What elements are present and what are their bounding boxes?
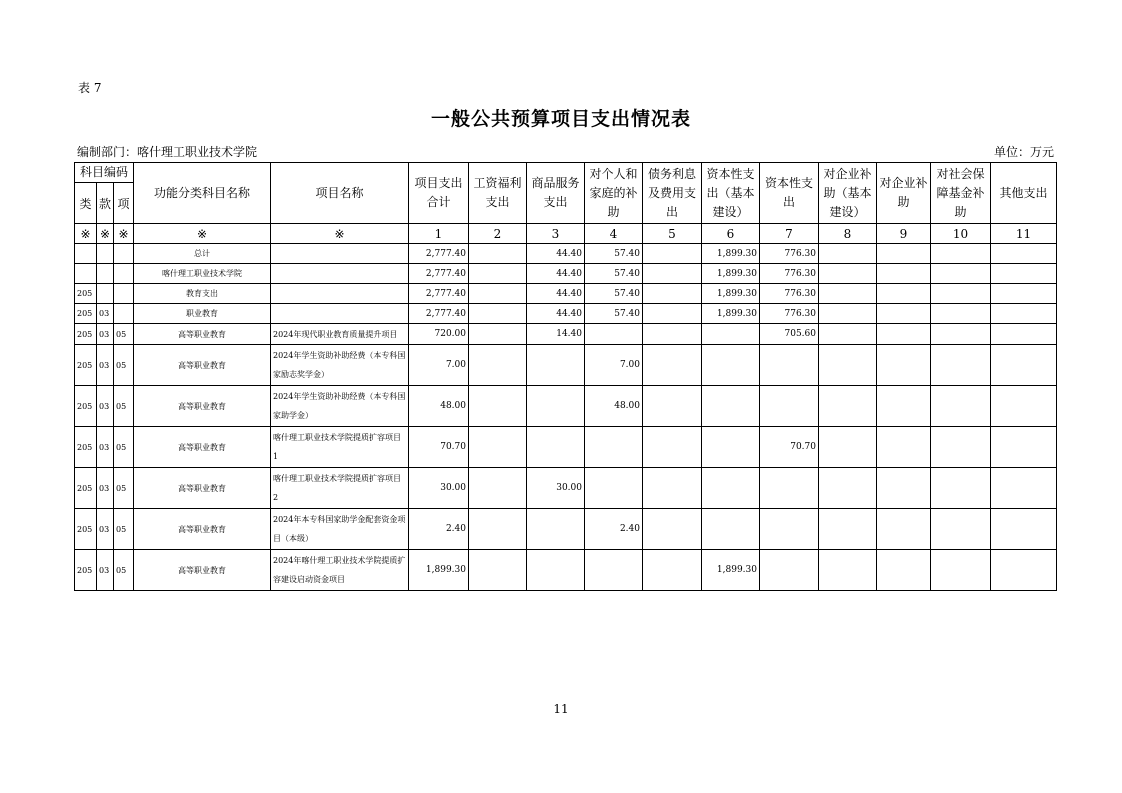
amount-personal: 48.00 [585, 386, 643, 427]
amount-other [991, 386, 1057, 427]
header-wage: 工资福利支出 [469, 163, 527, 224]
amount-social-security [931, 324, 991, 345]
amount-goods: 30.00 [527, 468, 585, 509]
page-title: 一般公共预算项目支出情况表 [430, 108, 691, 130]
func-name: 高等职业教育 [134, 324, 271, 345]
amount-social-security [931, 244, 991, 264]
amount-capital [760, 386, 819, 427]
col-number: 3 [527, 224, 585, 244]
amount-other [991, 264, 1057, 284]
amount-wage [469, 264, 527, 284]
amount-enterprise [877, 386, 931, 427]
amount-debt [643, 284, 702, 304]
amount-other [991, 509, 1057, 550]
table-row [75, 550, 1057, 591]
amount-other [991, 468, 1057, 509]
amount-social-security [931, 427, 991, 468]
table-row [75, 386, 1057, 427]
amount-personal [585, 324, 643, 345]
amount-capital-basic: 1,899.30 [702, 264, 760, 284]
amount-total: 2.40 [409, 509, 469, 550]
header-debt: 债务利息及费用支出 [643, 163, 702, 224]
amount-social-security [931, 509, 991, 550]
header-enterprise: 对企业补助 [877, 163, 931, 224]
amount-personal: 7.00 [585, 345, 643, 386]
code-kuan [97, 244, 114, 264]
amount-debt [643, 345, 702, 386]
amount-debt [643, 264, 702, 284]
amount-capital: 705.60 [760, 324, 819, 345]
summary-row [75, 304, 1057, 324]
code-xiang: 05 [114, 345, 134, 386]
amount-capital-basic: 1,899.30 [702, 244, 760, 264]
amount-goods: 44.40 [527, 304, 585, 324]
project-name: 2024年本专科国家助学金配套资金项目（本级） [271, 509, 409, 550]
amount-enterprise-basic [819, 468, 877, 509]
col-number: 4 [585, 224, 643, 244]
amount-debt [643, 550, 702, 591]
budget-table [74, 162, 1057, 591]
amount-social-security [931, 284, 991, 304]
amount-enterprise-basic [819, 345, 877, 386]
code-xiang [114, 284, 134, 304]
amount-total: 2,777.40 [409, 244, 469, 264]
amount-enterprise [877, 427, 931, 468]
func-name: 高等职业教育 [134, 509, 271, 550]
mark-cell: ※ [97, 224, 114, 244]
amount-debt [643, 304, 702, 324]
mark-cell: ※ [75, 224, 97, 244]
project-name: 2024年学生资助补助经费（本专科国家励志奖学金） [271, 345, 409, 386]
code-xiang: 05 [114, 550, 134, 591]
amount-capital [760, 468, 819, 509]
amount-social-security [931, 264, 991, 284]
amount-enterprise [877, 244, 931, 264]
project-name [271, 244, 409, 264]
func-name: 高等职业教育 [134, 386, 271, 427]
amount-social-security [931, 468, 991, 509]
code-kuan: 03 [97, 550, 114, 591]
func-name: 职业教育 [134, 304, 271, 324]
header-enterprise-basic: 对企业补助（基本建设） [819, 163, 877, 224]
func-name: 高等职业教育 [134, 345, 271, 386]
code-kuan [97, 264, 114, 284]
amount-goods [527, 386, 585, 427]
code-kuan: 03 [97, 427, 114, 468]
code-lei [75, 244, 97, 264]
amount-personal: 57.40 [585, 264, 643, 284]
project-name: 2024年学生资助补助经费（本专科国家助学金） [271, 386, 409, 427]
project-name [271, 284, 409, 304]
amount-personal: 57.40 [585, 244, 643, 264]
header-capital-basic: 资本性支出（基本建设） [702, 163, 760, 224]
col-number: 10 [931, 224, 991, 244]
code-lei: 205 [75, 550, 97, 591]
amount-debt [643, 324, 702, 345]
amount-total: 1,899.30 [409, 550, 469, 591]
amount-goods: 44.40 [527, 284, 585, 304]
amount-personal [585, 427, 643, 468]
header-total: 项目支出合计 [409, 163, 469, 224]
amount-capital-basic: 1,899.30 [702, 304, 760, 324]
amount-wage [469, 509, 527, 550]
amount-capital: 776.30 [760, 284, 819, 304]
table-row [75, 345, 1057, 386]
header-social-security: 对社会保障基金补助 [931, 163, 991, 224]
col-number: 6 [702, 224, 760, 244]
col-number: 2 [469, 224, 527, 244]
amount-goods: 14.40 [527, 324, 585, 345]
amount-debt [643, 427, 702, 468]
amount-enterprise-basic [819, 550, 877, 591]
code-kuan: 03 [97, 304, 114, 324]
table-row [75, 509, 1057, 550]
code-xiang: 05 [114, 468, 134, 509]
amount-enterprise-basic [819, 324, 877, 345]
amount-capital: 70.70 [760, 427, 819, 468]
table-row [75, 324, 1057, 345]
amount-enterprise-basic [819, 264, 877, 284]
amount-other [991, 345, 1057, 386]
amount-enterprise [877, 509, 931, 550]
amount-total: 720.00 [409, 324, 469, 345]
amount-enterprise [877, 468, 931, 509]
summary-row [75, 244, 1057, 264]
header-personal: 对个人和家庭的补助 [585, 163, 643, 224]
code-xiang: 05 [114, 427, 134, 468]
project-name [271, 264, 409, 284]
project-name: 2024年现代职业教育质量提升项目 [271, 324, 409, 345]
amount-other [991, 550, 1057, 591]
mark-cell: ※ [114, 224, 134, 244]
unit-label: 单位：万元 [993, 145, 1054, 159]
amount-social-security [931, 304, 991, 324]
code-lei: 205 [75, 304, 97, 324]
amount-goods: 44.40 [527, 264, 585, 284]
amount-total: 7.00 [409, 345, 469, 386]
amount-goods [527, 427, 585, 468]
amount-wage [469, 468, 527, 509]
amount-personal: 57.40 [585, 304, 643, 324]
amount-total: 2,777.40 [409, 304, 469, 324]
func-name: 高等职业教育 [134, 468, 271, 509]
amount-other [991, 324, 1057, 345]
col-number: 5 [643, 224, 702, 244]
amount-debt [643, 386, 702, 427]
amount-capital-basic: 1,899.30 [702, 284, 760, 304]
amount-wage [469, 244, 527, 264]
amount-goods [527, 345, 585, 386]
amount-enterprise [877, 550, 931, 591]
amount-goods: 44.40 [527, 244, 585, 264]
header-code-group: 科目编码 [75, 163, 134, 183]
table-row [75, 468, 1057, 509]
func-name: 高等职业教育 [134, 550, 271, 591]
code-lei: 205 [75, 324, 97, 345]
code-kuan [97, 284, 114, 304]
code-xiang [114, 304, 134, 324]
code-kuan: 03 [97, 386, 114, 427]
mark-cell: ※ [134, 224, 271, 244]
amount-other [991, 284, 1057, 304]
code-lei: 205 [75, 284, 97, 304]
col-number: 1 [409, 224, 469, 244]
amount-personal: 57.40 [585, 284, 643, 304]
amount-other [991, 244, 1057, 264]
amount-total: 70.70 [409, 427, 469, 468]
amount-capital-basic [702, 386, 760, 427]
code-lei: 205 [75, 427, 97, 468]
summary-row [75, 264, 1057, 284]
amount-social-security [931, 550, 991, 591]
summary-row [75, 284, 1057, 304]
func-name: 教育支出 [134, 284, 271, 304]
mark-cell: ※ [271, 224, 409, 244]
header-row [75, 163, 1057, 183]
amount-wage [469, 345, 527, 386]
col-number: 7 [760, 224, 819, 244]
func-name: 总计 [134, 244, 271, 264]
amount-capital [760, 550, 819, 591]
header-proj-name: 项目名称 [271, 163, 409, 224]
amount-enterprise-basic [819, 386, 877, 427]
code-xiang: 05 [114, 386, 134, 427]
header-other: 其他支出 [991, 163, 1057, 224]
amount-debt [643, 468, 702, 509]
code-kuan: 03 [97, 345, 114, 386]
code-xiang [114, 264, 134, 284]
department-label: 编制部门：喀什理工职业技术学院 [77, 145, 258, 159]
amount-capital: 776.30 [760, 244, 819, 264]
header-lei: 类 [75, 183, 97, 224]
amount-enterprise-basic [819, 304, 877, 324]
amount-debt [643, 509, 702, 550]
col-number: 11 [991, 224, 1057, 244]
amount-personal [585, 468, 643, 509]
mark-row [75, 224, 1057, 244]
amount-capital [760, 509, 819, 550]
amount-total: 2,777.40 [409, 264, 469, 284]
amount-enterprise [877, 345, 931, 386]
amount-wage [469, 284, 527, 304]
code-kuan: 03 [97, 324, 114, 345]
amount-wage [469, 386, 527, 427]
amount-capital-basic [702, 468, 760, 509]
code-kuan: 03 [97, 509, 114, 550]
amount-other [991, 427, 1057, 468]
amount-social-security [931, 345, 991, 386]
amount-goods [527, 509, 585, 550]
table-row [75, 427, 1057, 468]
amount-total: 48.00 [409, 386, 469, 427]
col-number: 9 [877, 224, 931, 244]
code-lei [75, 264, 97, 284]
amount-capital-basic [702, 345, 760, 386]
amount-social-security [931, 386, 991, 427]
amount-other [991, 304, 1057, 324]
amount-total: 30.00 [409, 468, 469, 509]
func-name: 喀什理工职业技术学院 [134, 264, 271, 284]
amount-enterprise-basic [819, 427, 877, 468]
amount-capital: 776.30 [760, 304, 819, 324]
amount-capital [760, 345, 819, 386]
amount-wage [469, 427, 527, 468]
amount-goods [527, 550, 585, 591]
amount-enterprise [877, 284, 931, 304]
code-lei: 205 [75, 345, 97, 386]
amount-wage [469, 304, 527, 324]
header-goods: 商品服务支出 [527, 163, 585, 224]
header-kuan: 款 [97, 183, 114, 224]
project-name: 2024年喀什理工职业技术学院提质扩容建设启动资金项目 [271, 550, 409, 591]
code-lei: 205 [75, 386, 97, 427]
code-kuan: 03 [97, 468, 114, 509]
amount-capital: 776.30 [760, 264, 819, 284]
amount-capital-basic [702, 427, 760, 468]
header-func-name: 功能分类科目名称 [134, 163, 271, 224]
code-xiang: 05 [114, 324, 134, 345]
col-number: 8 [819, 224, 877, 244]
amount-capital-basic [702, 509, 760, 550]
project-name: 喀什理工职业技术学院提质扩容项目1 [271, 427, 409, 468]
amount-enterprise-basic [819, 244, 877, 264]
amount-capital-basic [702, 324, 760, 345]
amount-capital-basic: 1,899.30 [702, 550, 760, 591]
amount-enterprise-basic [819, 284, 877, 304]
amount-wage [469, 324, 527, 345]
amount-personal [585, 550, 643, 591]
header-capital: 资本性支出 [760, 163, 819, 224]
code-xiang [114, 244, 134, 264]
amount-wage [469, 550, 527, 591]
amount-total: 2,777.40 [409, 284, 469, 304]
code-xiang: 05 [114, 509, 134, 550]
amount-enterprise-basic [819, 509, 877, 550]
amount-enterprise [877, 324, 931, 345]
project-name: 喀什理工职业技术学院提质扩容项目2 [271, 468, 409, 509]
func-name: 高等职业教育 [134, 427, 271, 468]
page-number: 11 [553, 702, 569, 716]
header-xiang: 项 [114, 183, 134, 224]
code-lei: 205 [75, 509, 97, 550]
code-lei: 205 [75, 468, 97, 509]
amount-enterprise [877, 304, 931, 324]
amount-debt [643, 244, 702, 264]
amount-personal: 2.40 [585, 509, 643, 550]
amount-enterprise [877, 264, 931, 284]
table-number: 表 7 [78, 81, 102, 95]
project-name [271, 304, 409, 324]
